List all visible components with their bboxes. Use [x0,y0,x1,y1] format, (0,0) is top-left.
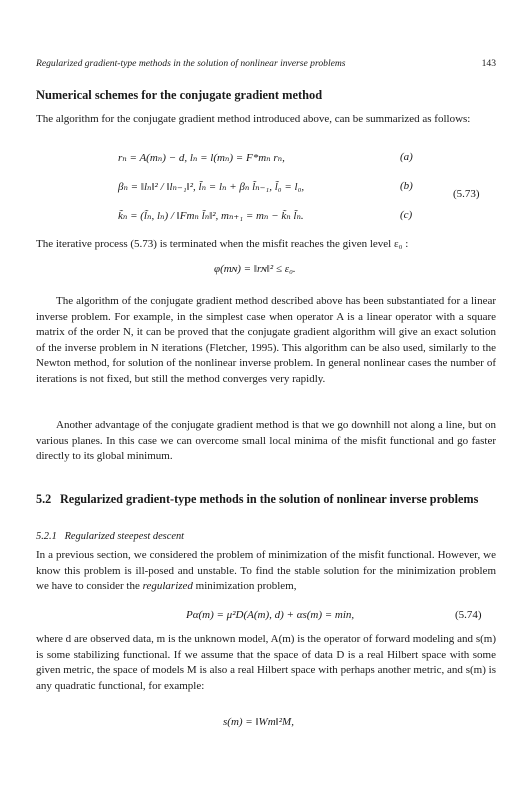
subsection-number: 5.2.1 [36,531,57,542]
section-heading-5-2 [36,492,496,507]
section-number: 5.2 [36,492,52,506]
paragraph-regularized [36,548,496,595]
equation-number-5-74: (5.74) [455,609,482,621]
regularized-italic: regularized [142,580,193,592]
equation-c: k̃ₙ = (l̃ₙ, lₙ) / ‖Fmₙ l̃ₙ‖², mₙ₊₁ = mₙ − k̃ₙ l̃ₙ. [118,210,304,222]
intro-paragraph: The algorithm for the conjugate gradient method introduced above, can be summarized as follows: [36,113,471,125]
section-title-conjugate: Numerical schemes for the conjugate gradient method [36,88,323,102]
termination-sentence: The iterative process (5.73) is terminated when the misfit reaches the given level ε₀ : [36,238,409,250]
paragraph-where: where d are observed data, m is the unknown model, A(m) is the operator of forward modeling and s(m) is some stabilizing functional. If we assume that the space of data D is a real Hilbert space with some given metric, the space of models M is also a real Hilbert space with perhaps another metric, and s(m) is any quadratic functional, for example: [36,633,496,692]
regularized-text-start: In a previous section, we considered the problem of minimization of the misfit functional. However, we know this problem is ill-posed and unstable. To find the stable solution for the minimization problem we have to consider the [36,549,496,592]
paragraph-substantiated: The algorithm of the conjugate gradient method described above has been substantiated for a linear inverse problem. For example, in the simplest case when operator A is a linear operator with a square matrix of the order N, it can be proved that the conjugate gradient algorithm will give an exact solution of the inverse problem in N iterations (Fletcher, 1995). This algorithm can be also used, similarly to the Newton method, for solution of the nonlinear inverse problem. In general nonlinear cases the number of iterations is not fixed, but still the method converges very rapidly. [36,295,496,385]
equation-stabilizer: s(m) = ‖Wm‖²M, [223,716,294,728]
equation-a: rₙ = A(mₙ) − d, lₙ = l(mₙ) = F*mₙ rₙ, [118,152,285,164]
equation-tag-a: (a) [400,151,413,163]
equation-b: βₙ = ‖lₙ‖² / ‖lₙ₋₁‖², l̃ₙ = lₙ + βₙ l̃ₙ₋₁, l̃₀ = l₀, [118,181,305,193]
equation-5-74: Pα(m) = μ²D(A(m), d) + αs(m) = min, [186,609,355,621]
subsection-title: Regularized steepest descent [64,531,185,542]
paragraph-advantage: Another advantage of the conjugate gradient method is that we go downhill not along a line, but on various planes. In this case we can overcome small local minima of the misfit functional and go faster directly to its global minimum. [36,419,496,462]
equation-misfit: φ(mɴ) = ‖rɴ‖² ≤ ε₀. [214,263,296,275]
regularized-text-end: minimization problem, [192,580,297,592]
section-heading-text: Regularized gradient-type methods in the solution of nonlinear inverse problems [60,492,479,506]
equation-tag-b: (b) [400,180,413,192]
equation-tag-c: (c) [400,209,413,221]
running-head [36,58,496,69]
equation-number-5-73: (5.73) [453,188,480,200]
page-number: 143 [481,58,496,69]
running-head-title: Regularized gradient-type methods in the solution of nonlinear inverse problems [36,58,346,69]
subsection-heading-5-2-1 [36,531,184,542]
